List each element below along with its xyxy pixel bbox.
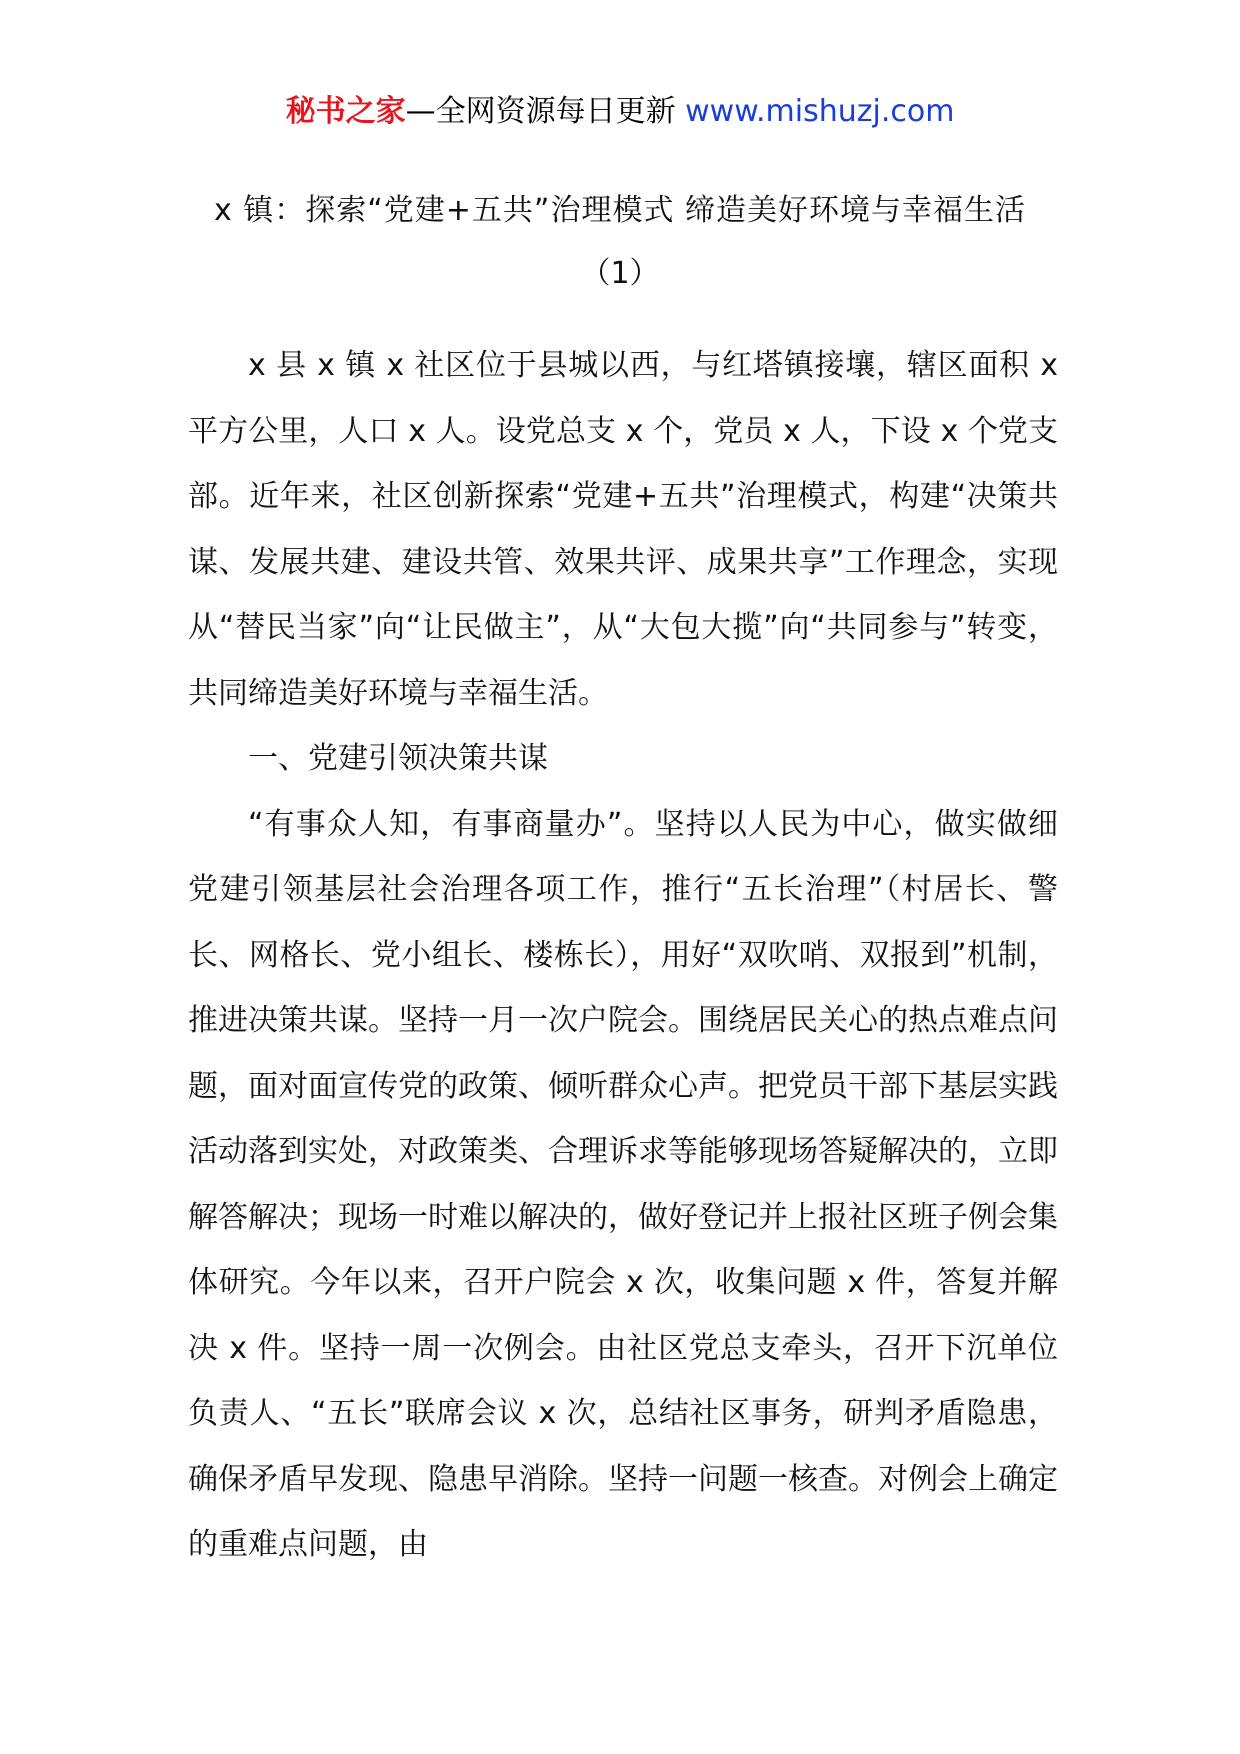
section-heading: 一、党建引领决策共谋 bbox=[248, 741, 548, 776]
brand-name: 秘书之家 bbox=[285, 94, 406, 129]
header-slogan: —全网资源每日更新 bbox=[405, 94, 676, 129]
document-title: x 镇：探索“党建+五共”治理模式 缔造美好环境与幸福生活 bbox=[213, 193, 1027, 228]
site-header bbox=[0, 92, 1240, 132]
intro-paragraph: x 县 x 镇 x 社区位于县城以西，与红塔镇接壤，辖区面积 x 平方公里，人口 x 人。设党总支 x 个，党员 x 人，下设 x 个党支部。近年来，社区创新探索“党建+五共”治理模式，构建“决策共谋、发展共建、建设共管、效果共评、成果共享”工作理念，实现从“替民当家”向“让民做主”，从“大包大揽”向“共同参与”转变，共同缔造美好环境与幸福生活。 bbox=[188, 348, 1058, 711]
document-body bbox=[188, 333, 1058, 1578]
website-link[interactable]: www.mishuzj.com bbox=[685, 94, 955, 129]
document-subtitle: （1） bbox=[580, 256, 660, 291]
section-paragraph: “有事众人知，有事商量办”。坚持以人民为中心，做实做细党建引领基层社会治理各项工作，推行“五长治理”（村居长、警长、网格长、党小组长、楼栋长），用好“双吹哨、双报到”机制，推进决策共谋。坚持一月一次户院会。围绕居民关心的热点难点问题，面对面宣传党的政策、倾听群众心声。把党员干部下基层实践活动落到实处，对政策类、合理诉求等能够现场答疑解决的，立即解答解决；现场一时难以解决的，做好登记并上报社区班子例会集体研究。今年以来，召开户院会 x 次，收集问题 x 件，答复并解决 x 件。坚持一周一次例会。由社区党总支牵头，召开下沉单位负责人、“五长”联席会议 x 次，总结社区事务，研判矛盾隐患，确保矛盾早发现、隐患早消除。坚持一问题一核查。对例会上确定的重难点问题，由 bbox=[188, 806, 1058, 1562]
